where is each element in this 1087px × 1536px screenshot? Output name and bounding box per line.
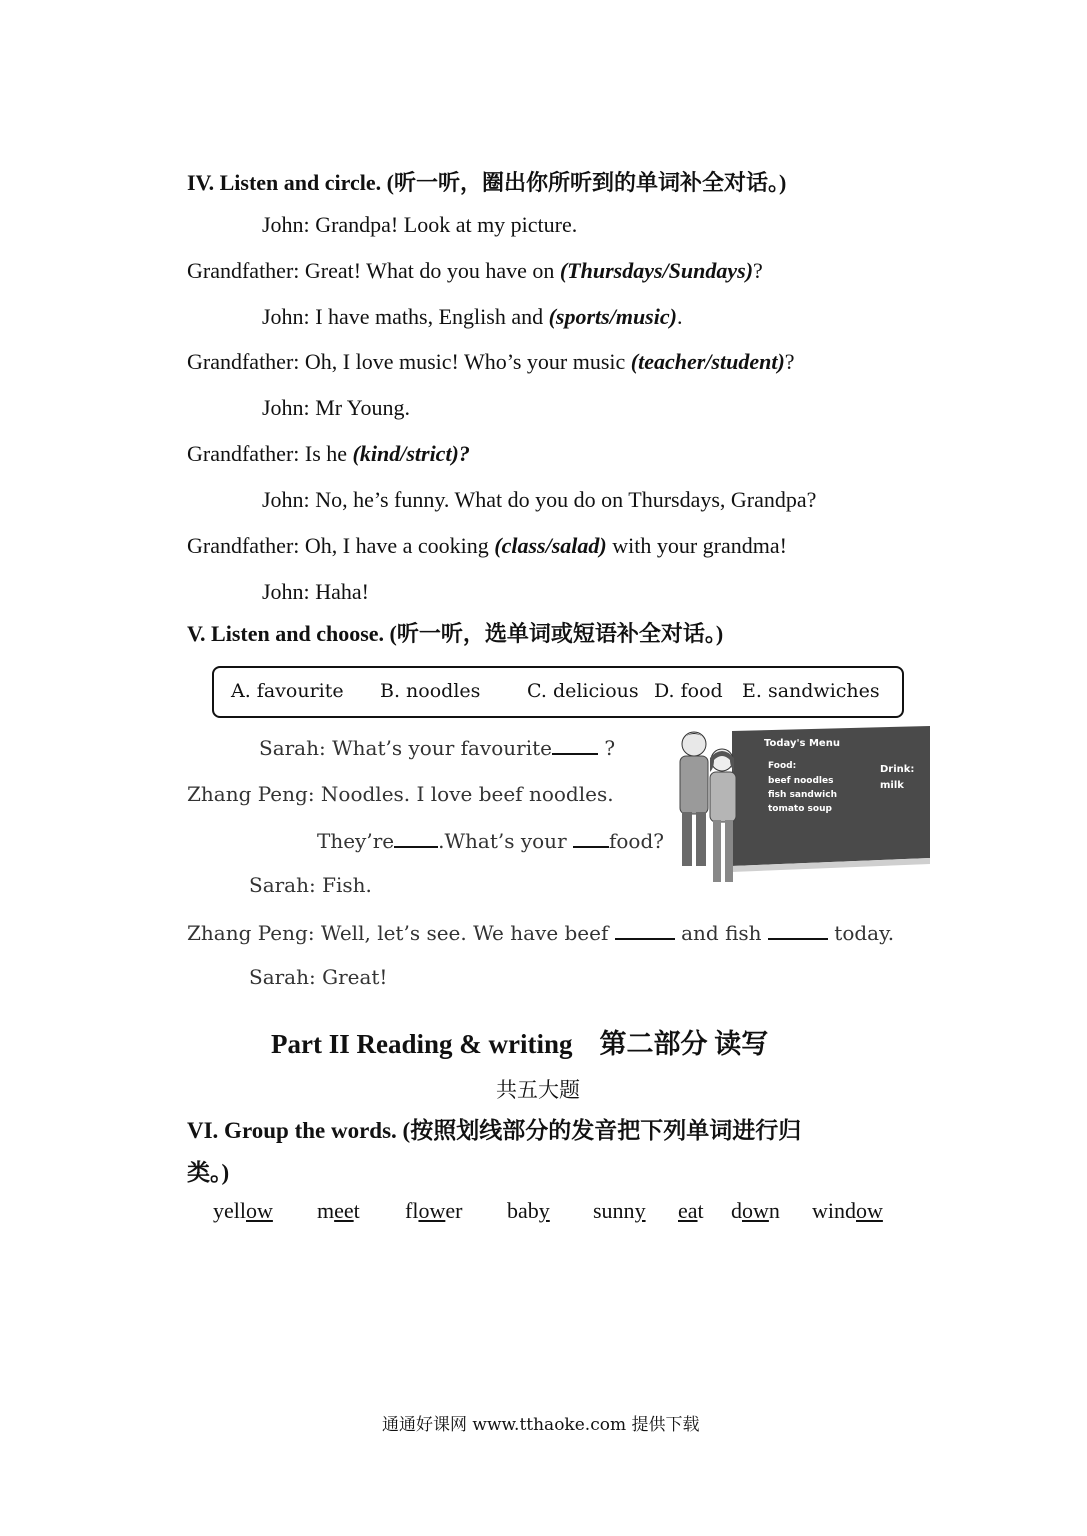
speaker: Grandfather: bbox=[187, 441, 300, 466]
circle-choice[interactable]: (class/salad) bbox=[494, 533, 607, 558]
line-text: No, he’s funny. What do you do on Thursdays, Grandpa? bbox=[315, 487, 817, 512]
part-2-title: Part II Reading & writing 第二部分 读写 bbox=[271, 1029, 769, 1059]
word-underlined: ow bbox=[742, 1198, 769, 1223]
section-6-title-line-2: 类。) bbox=[187, 1160, 230, 1185]
line-text: I have maths, English and bbox=[315, 304, 549, 329]
line-end: with your grandma! bbox=[606, 533, 787, 558]
line-text: food? bbox=[608, 829, 664, 853]
section-4-title: IV. Listen and circle. (听一听，圈出你所听到的单词补全对话。) bbox=[187, 170, 787, 195]
speaker: Grandfather: bbox=[187, 349, 300, 374]
line-text: Is he bbox=[304, 441, 353, 466]
line-text: Haha! bbox=[315, 579, 369, 604]
dialogue-line-1 bbox=[262, 212, 577, 238]
dialogue-line-2 bbox=[187, 258, 763, 284]
word-post: t bbox=[353, 1198, 360, 1223]
menu-food-item: beef noodles bbox=[768, 776, 834, 786]
menu-title: Today's Menu bbox=[764, 738, 840, 749]
option-a: A. favourite bbox=[231, 680, 344, 702]
choose-line-6 bbox=[249, 965, 387, 989]
line-text: Noodles. I love beef noodles. bbox=[320, 782, 614, 806]
speaker: Sarah: bbox=[249, 965, 316, 989]
word-post: n bbox=[768, 1198, 780, 1223]
word-pre: m bbox=[317, 1198, 335, 1223]
line-end: ? bbox=[784, 349, 795, 374]
word-post: er bbox=[445, 1198, 463, 1223]
word-underlined: ee bbox=[334, 1198, 354, 1223]
word-item bbox=[678, 1198, 704, 1224]
word-item bbox=[593, 1198, 646, 1224]
word-pre: sunn bbox=[593, 1198, 635, 1223]
menu-food-label: Food: bbox=[768, 761, 797, 771]
menu-illustration bbox=[672, 726, 930, 888]
line-text: today. bbox=[834, 921, 895, 945]
word-item bbox=[812, 1198, 883, 1224]
dialogue-line-6 bbox=[187, 441, 470, 467]
menu-drink-label: Drink: bbox=[880, 764, 915, 775]
word-pre: fl bbox=[405, 1198, 419, 1223]
word-underlined: ow bbox=[418, 1198, 446, 1223]
circle-choice[interactable]: (teacher/student) bbox=[630, 349, 785, 374]
word-item bbox=[213, 1198, 273, 1224]
dialogue-line-5 bbox=[262, 395, 410, 421]
circle-choice[interactable]: (Thursdays/Sundays) bbox=[559, 258, 754, 283]
answer-blank[interactable] bbox=[615, 920, 675, 940]
menu-food-item: tomato soup bbox=[768, 804, 832, 814]
speaker: Sarah: bbox=[249, 873, 316, 897]
word-underlined: y bbox=[634, 1198, 646, 1223]
answer-blank[interactable] bbox=[768, 920, 828, 940]
speaker: John: bbox=[262, 487, 310, 512]
section-6-title-line-1: VI. Group the words. (按照划线部分的发音把下列单词进行归 bbox=[187, 1118, 802, 1143]
word-underlined: ea bbox=[678, 1198, 698, 1223]
speaker: John: bbox=[262, 579, 310, 604]
option-c: C. delicious bbox=[527, 680, 639, 702]
menu-drink-item: milk bbox=[880, 780, 904, 791]
circle-choice[interactable]: (sports/music) bbox=[548, 304, 677, 329]
speaker: John: bbox=[262, 395, 310, 420]
section-5-title: V. Listen and choose. (听一听，选单词或短语补全对话。) bbox=[187, 621, 724, 646]
line-text: Mr Young. bbox=[315, 395, 410, 420]
word-pre: yell bbox=[213, 1198, 246, 1223]
line-text: Well, let’s see. We have beef bbox=[320, 921, 609, 945]
dialogue-line-9 bbox=[262, 579, 369, 605]
speaker: Zhang Peng: bbox=[187, 782, 315, 806]
line-end: ? bbox=[604, 736, 616, 760]
line-text: Great! What do you have on bbox=[304, 258, 560, 283]
line-text: and fish bbox=[681, 921, 762, 945]
word-post: t bbox=[697, 1198, 704, 1223]
word-underlined: ow bbox=[246, 1198, 273, 1223]
children-at-menu-board-image bbox=[672, 726, 930, 888]
word-underlined: y bbox=[538, 1198, 550, 1223]
dialogue-line-7 bbox=[262, 487, 816, 513]
word-item bbox=[317, 1198, 360, 1224]
dialogue-line-4 bbox=[187, 349, 795, 375]
speaker: Grandfather: bbox=[187, 533, 300, 558]
dialogue-line-8 bbox=[187, 533, 787, 559]
line-text: .What’s your bbox=[438, 829, 567, 853]
word-pre: wind bbox=[812, 1198, 856, 1223]
answer-blank[interactable] bbox=[552, 735, 598, 755]
answer-blank[interactable] bbox=[573, 828, 609, 848]
line-end: . bbox=[676, 304, 683, 329]
menu-food-item: fish sandwich bbox=[768, 790, 837, 800]
word-item bbox=[507, 1198, 550, 1224]
answer-blank[interactable] bbox=[394, 828, 438, 848]
circle-choice[interactable]: (kind/strict)? bbox=[352, 441, 470, 466]
line-text: Oh, I have a cooking bbox=[304, 533, 495, 558]
part-2-subtitle: 共五大题 bbox=[496, 1078, 580, 1102]
dialogue-line-3 bbox=[262, 304, 682, 330]
speaker: John: bbox=[262, 212, 310, 237]
choose-line-2 bbox=[187, 782, 614, 806]
word-item bbox=[731, 1198, 780, 1224]
option-b: B. noodles bbox=[380, 680, 481, 702]
word-underlined: ow bbox=[856, 1198, 883, 1223]
line-text: Fish. bbox=[322, 873, 372, 897]
line-text: Grandpa! Look at my picture. bbox=[315, 212, 578, 237]
speaker: Zhang Peng: bbox=[187, 921, 315, 945]
choose-line-5 bbox=[187, 920, 894, 945]
speaker: John: bbox=[262, 304, 310, 329]
line-end: ? bbox=[753, 258, 763, 283]
line-text: Oh, I love music! Who’s your music bbox=[304, 349, 631, 374]
page-footer: 通通好课网 www.tthaoke.com 提供下载 bbox=[382, 1415, 700, 1435]
line-text: What’s your favourite bbox=[332, 736, 552, 760]
line-text: Great! bbox=[322, 965, 388, 989]
speaker: Sarah: bbox=[259, 736, 326, 760]
choose-line-1 bbox=[259, 735, 615, 760]
option-d: D. food bbox=[654, 680, 723, 702]
option-e: E. sandwiches bbox=[742, 680, 880, 702]
choose-line-3 bbox=[317, 828, 664, 853]
word-pre: d bbox=[731, 1198, 742, 1223]
word-bank-box bbox=[212, 666, 904, 718]
line-text: They’re bbox=[317, 829, 395, 853]
word-item bbox=[405, 1198, 462, 1224]
speaker: Grandfather: bbox=[187, 258, 300, 283]
choose-line-4 bbox=[249, 873, 372, 897]
word-pre: bab bbox=[507, 1198, 539, 1223]
